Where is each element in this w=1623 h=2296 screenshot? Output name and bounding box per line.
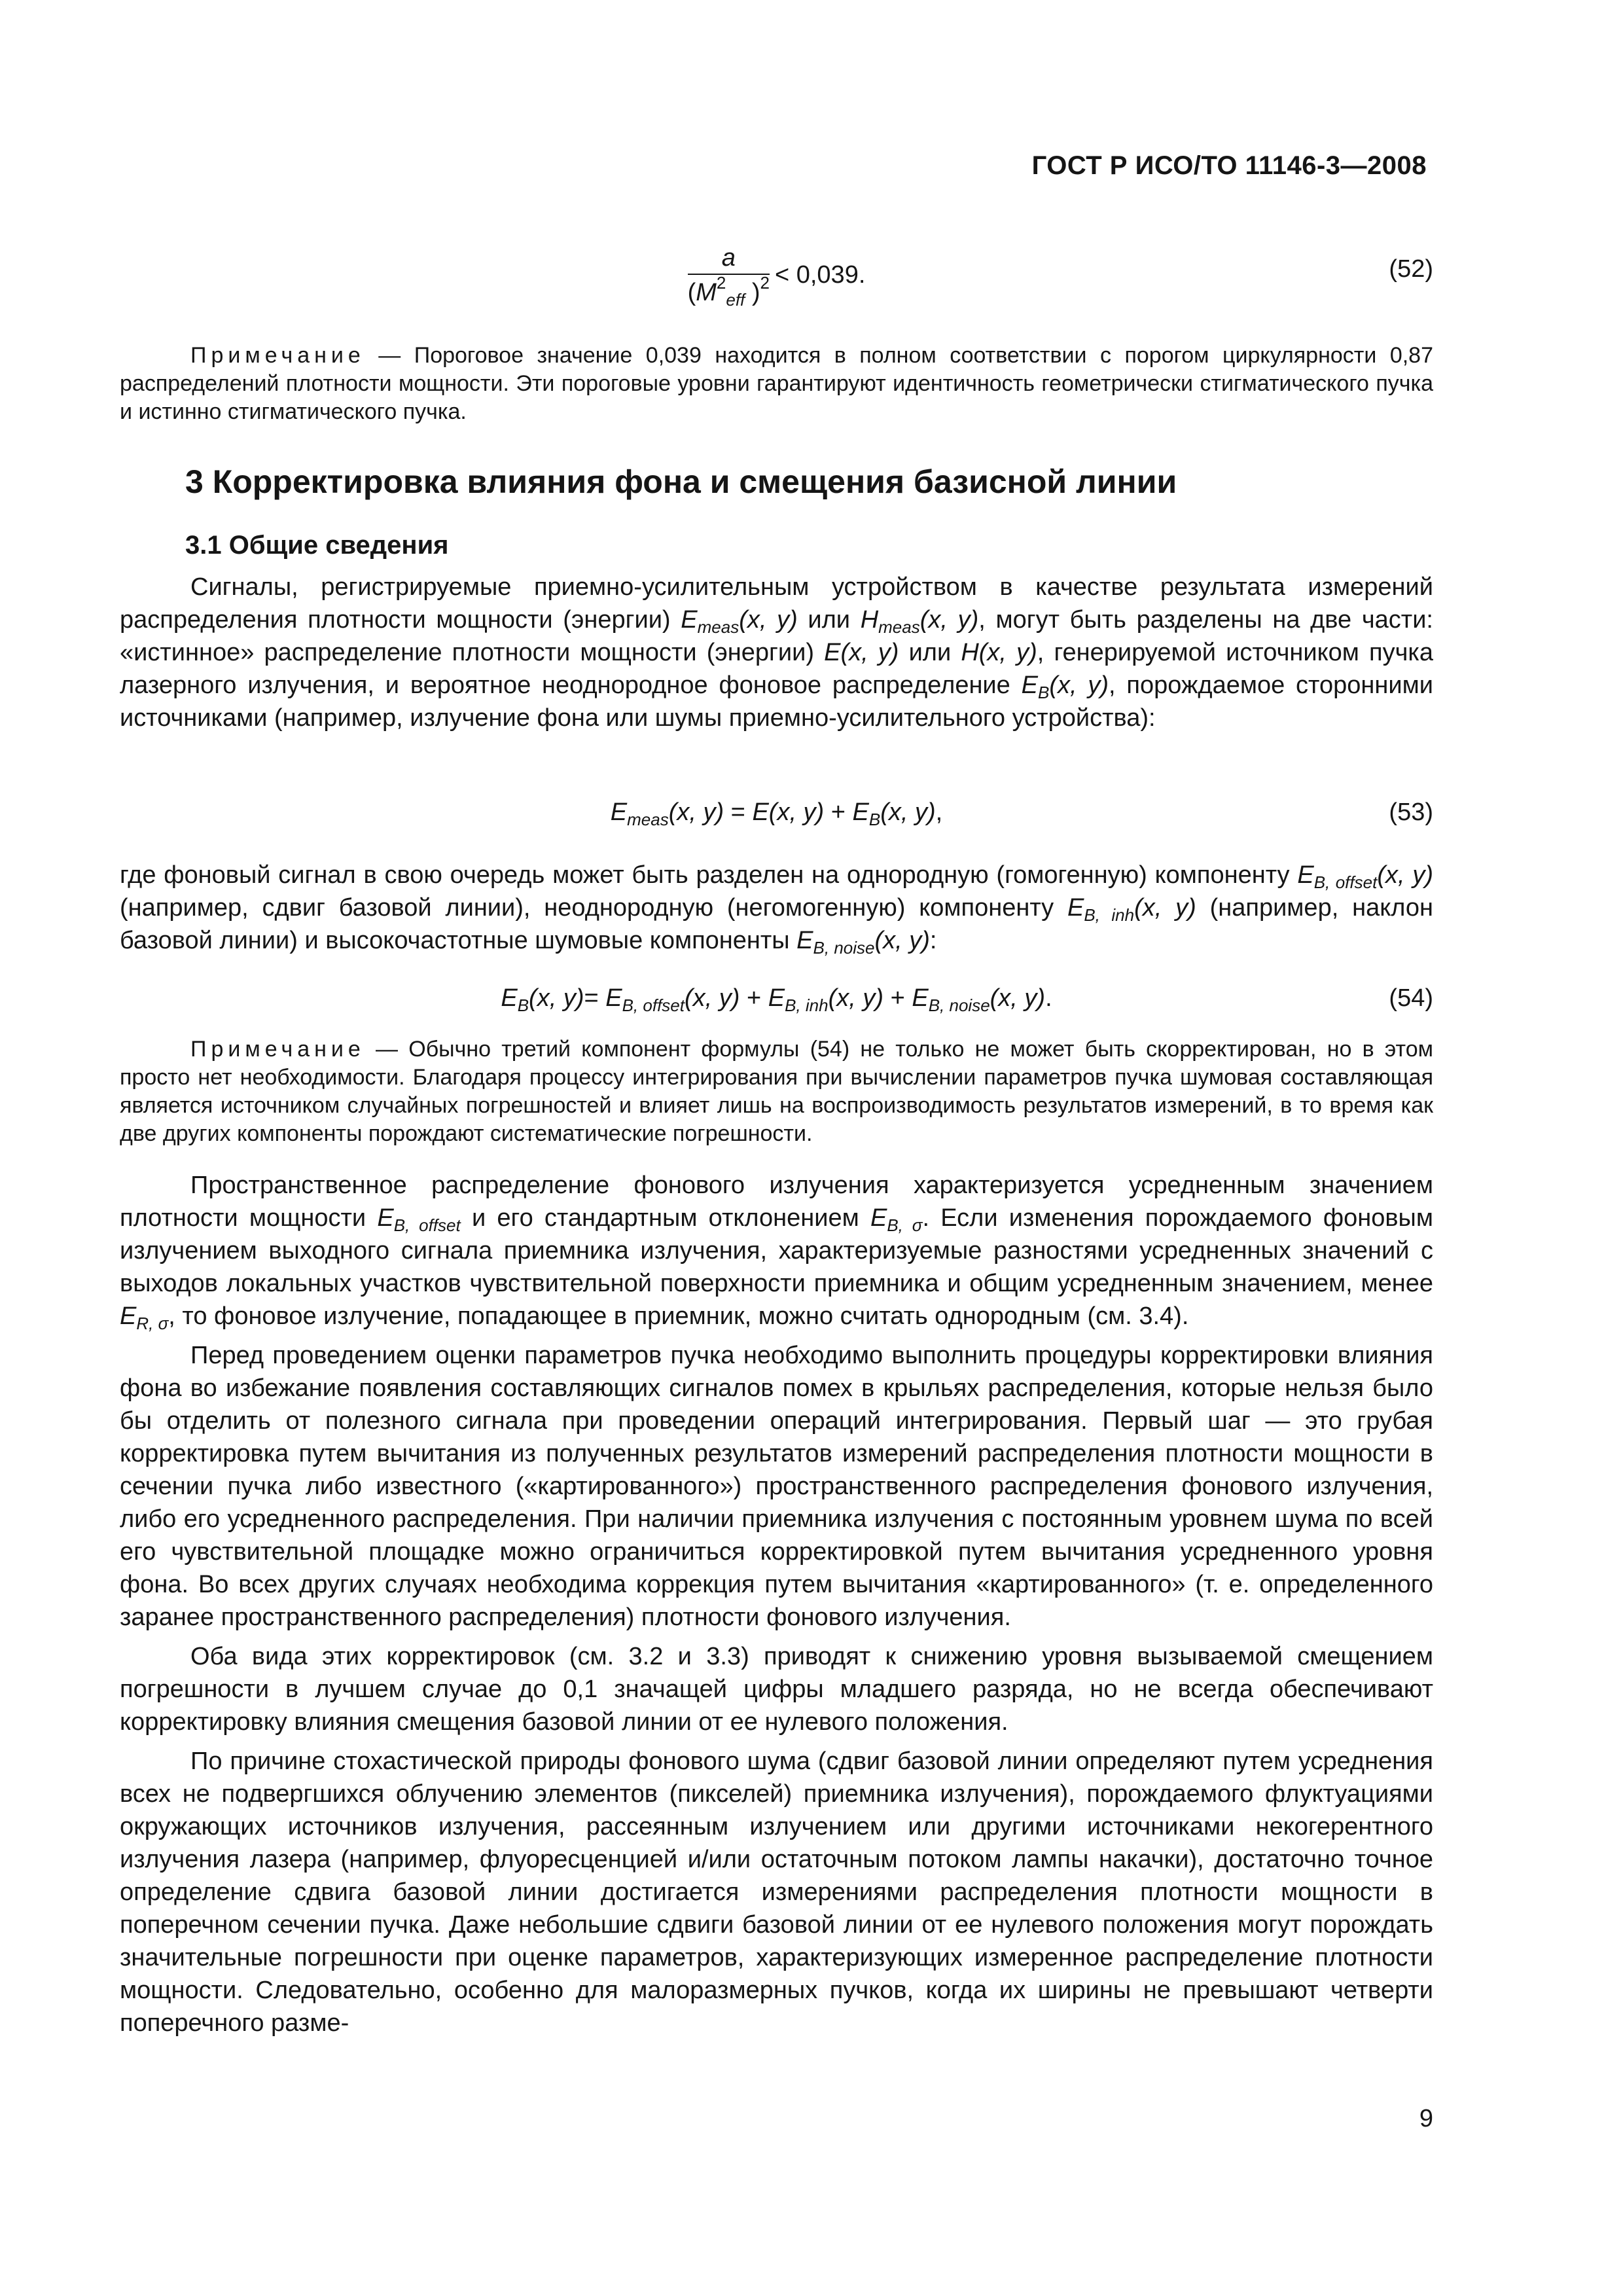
body-text bbox=[120, 1169, 1433, 2039]
paragraph-4: Перед проведением оценки параметров пучка необходимо выполнить процедуры корректировки влияния фона во избежание появления составляющих сигналов помех в крыльях распределения, которые нельзя было бы отделить от полезного сигнала при проведении операций интегрирования. Первый шаг — это грубая корректировка путем вычитания из полученных результатов измерений распределения плотности мощности в сечении пучка либо известного («картированного») пространственного распределения фонового излучения, либо его усредненного распределения. При наличии приемника излучения с постоянным уровнем шума по всей его чувствительной площадке можно ограничиться корректировкой путем вычитания усредненного уровня фона. Во всех других случаях необходима коррекция путем вычитания «картированного» (т. е. определенного заранее пространственного распределения) плотности фонового излучения. bbox=[120, 1342, 1433, 1631]
equation-52: $\frac{a}{(M^2_{eff} )^2}$ < 0,039. (52) bbox=[687, 244, 1433, 310]
equation-number: (54) bbox=[1389, 984, 1433, 1012]
document-header: ГОСТ Р ИСО/ТО 11146-3—2008 bbox=[1031, 151, 1427, 180]
page-number: 9 bbox=[1419, 2105, 1433, 2132]
equation-number: (52) bbox=[1389, 255, 1433, 283]
paragraph-6: По причине стохастической природы фонового шума (сдвиг базовой линии определяют путем усреднения всех не подвергшихся облучению элементов (пикселей) приемника излучения), порождаемого флуктуациями окружающих источников излучения, рассеянным излучением или другими источниками некогерентного излучения лазера (например, флуоресценцией и/или остаточным потоком лампы накачки), достаточно точное определение сдвига базовой линии достигается измерениями распределения плотности мощности в поперечном сечении пучка. Даже небольшие сдвиги базовой линии от ее нулевого положения могут порождать значительные погрешности при оценке параметров, характеризующих измеренное распределение плотности мощности. Следовательно, особенно для малоразмерных пучков, когда их ширины не превышают четверти поперечного разме- bbox=[120, 1748, 1433, 2037]
note-2: Примечание — Обычно третий компонент формулы (54) не только не может быть скорректирован, но в этом просто нет необходимости. Благодаря процессу интегрирования при вычислении параметров пучка шумовая составляющая является источником случайных погрешностей и влияет лишь на воспроизводимость результатов измерений, в то время как две других компоненты порождают систематические погрешности. bbox=[120, 1037, 1433, 1146]
section-3-heading: 3 Корректировка влияния фона и смещения базисной линии bbox=[185, 463, 1177, 500]
note-1: Примечание — Пороговое значение 0,039 находится в полном соответствии с порогом циркулярности 0,87 распределений плотности мощности. Эти пороговые уровни гарантируют идентичность геометрически стигматического пучка и истинно стигматического пучка. bbox=[120, 343, 1433, 424]
paragraph-3: Пространственное распределение фонового излучения характеризуется усредненным значением плотности мощности $E_{B, offset}$ и его стандартным отклонением $E_{B, \sigma}$. Если изменения порождаемого фоновым излучением выходного сигнала приемника излучения, характеризуемые разностями усредненных значений с выходов локальных участков чувствительной поверхности приемника и общим усредненным значением, менее $E_{R, \sigma}$, то фоновое излучение, попадающее в приемник, можно считать однородным (см. 3.4). bbox=[120, 1172, 1433, 1333]
paragraph-5: Оба вида этих корректировок (см. 3.2 и 3.3) приводят к снижению уровня вызываемой смещением погрешности в лучшем случае до 0,1 значащей цифры младшего разряда, но не всегда обеспечивают корректировку влияния смещения базовой линии от ее нулевого положения. bbox=[120, 1643, 1433, 1736]
paragraph-1: Сигналы, регистрируемые приемно-усилительным устройством в качестве результата измерений распределения плотности мощности (энергии) $E_{meas}(x$, y) или $H_{meas}(x$, y), могут быть разделены на две части: «истинное» распределение плотности мощности (энергии) E(x, y) или H(x, y), генерируемой источником пучка лазерного излучения, и вероятное неоднородное фоновое распределение $E_B(x$, y), порождаемое сторонними источниками (например, излучение фона или шумы приемно-усилительного устройства): bbox=[120, 573, 1434, 732]
section-3-1-heading: 3.1 Общие сведения bbox=[185, 531, 449, 560]
equation-number: (53) bbox=[1389, 798, 1433, 826]
paragraph-2: где фоновый сигнал в свою очередь может быть разделен на однородную (гомогенную) компоненту $E_{B, offset}(x$, y) (например, сдвиг базовой линии), неоднородную (негомогенную) компоненту $E_{B, inh}(x$, y) (например, наклон базовой линии) и высокочастотные шумовые компоненты $E_{B, noise}(x$, y): bbox=[120, 861, 1433, 958]
equation-53: $E_{meas}(x$, y) = E(x, $y) + E_B(x$, y), (53) bbox=[120, 796, 1433, 835]
equation-54: $E_B(x$, $y)= E_{B, offset}(x$, $y) + E_{B, inh}(x$, $y) + E_{B, noise}(x$, y). (54) bbox=[120, 982, 1433, 1021]
fraction: $\frac{a}{(M^2_{eff} )^2}$ bbox=[687, 244, 770, 310]
